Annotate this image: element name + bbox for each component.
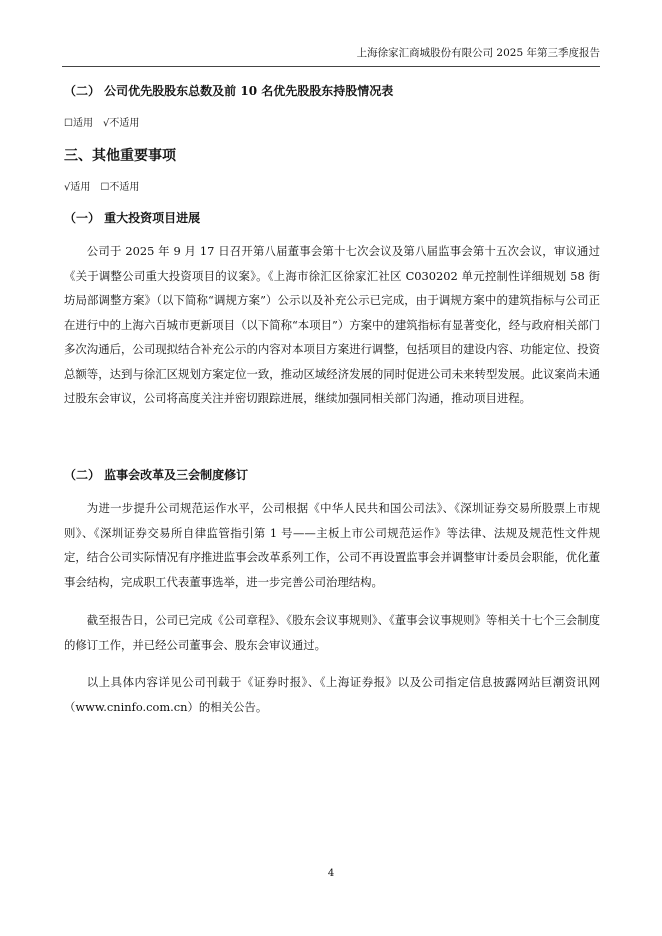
subsection-title-supervisory-reform: （二） 监事会改革及三会制度修订 <box>64 468 249 482</box>
page-header: 上海徐家汇商城股份有限公司 2025 年第三季度报告 <box>62 45 600 67</box>
applicability-line-other <box>64 178 149 193</box>
option-not-applicable: ☐不适用 <box>100 182 140 193</box>
option-applicable: √适用 <box>64 182 91 193</box>
option-not-applicable: √不适用 <box>102 118 140 129</box>
paragraph-supervisory-reform: 为进一步提升公司规范运作水平，公司根据《中华人民共和国公司法》、《深圳证券交易所股票上市规则》、《深圳证券交易所自律监管指引第 1 号——主板上市公司规范运作》等法律、法规及规范性文件规定，结合公司实际情况有序推进监事会改革系列工作，公司不再设置监事会并调整审计委员会职能，优化董事会结构，完成职工代表董事选举，进一步完善公司治理结构。 <box>64 501 600 589</box>
page-number: 4 <box>327 868 335 879</box>
applicability-line-preferred <box>64 114 149 129</box>
paragraph-rules-revision: 截至报告日，公司已完成《公司章程》、《股东会议事规则》、《董事会议事规则》等相关十七个三会制度的修订工作，并已经公司董事会、股东会审议通过。 <box>64 613 600 652</box>
paragraph-disclosure: 以上具体内容详见公司刊载于《证券时报》、《上海证券报》以及公司指定信息披露网站巨潮资讯网（www.cninfo.com.cn）的相关公告。 <box>64 675 600 714</box>
section-title-other-matters: 三、其他重要事项 <box>64 148 176 164</box>
section-title-preferred-shareholders: （二） 公司优先股股东总数及前 10 名优先股股东持股情况表 <box>64 84 394 98</box>
option-applicable: ☐适用 <box>64 118 93 129</box>
subsection-title-investment: （一） 重大投资项目进展 <box>64 211 201 225</box>
paragraph-investment: 公司于 2025 年 9 月 17 日召开第八届董事会第十七次会议及第八届监事会第十五次会议，审议通过《关于调整公司重大投资项目的议案》。《上海市徐汇区徐家汇社区 C030202 单元控制性详细规划 58 街坊局部调整方案》（以下简称“调规方案”）公示以及补充公示已完成，由于调规方案中的建筑指标与公司正在进行中的上海六百城市更新项目（以下简称“本项目”）方案中的建筑指标有显著变化，经与政府相关部门多次沟通后，公司现拟结合补充公示的内容对本项目方案进行调整，包括项目的建设内容、功能定位、投资总额等，达到与徐汇区规划方案定位一致，推动区域经济发展的同时促进公司未来转型发展。此议案尚未通过股东会审议，公司将高度关注并密切跟踪进展，继续加强同相关部门沟通，推动项目进程。 <box>64 244 600 405</box>
